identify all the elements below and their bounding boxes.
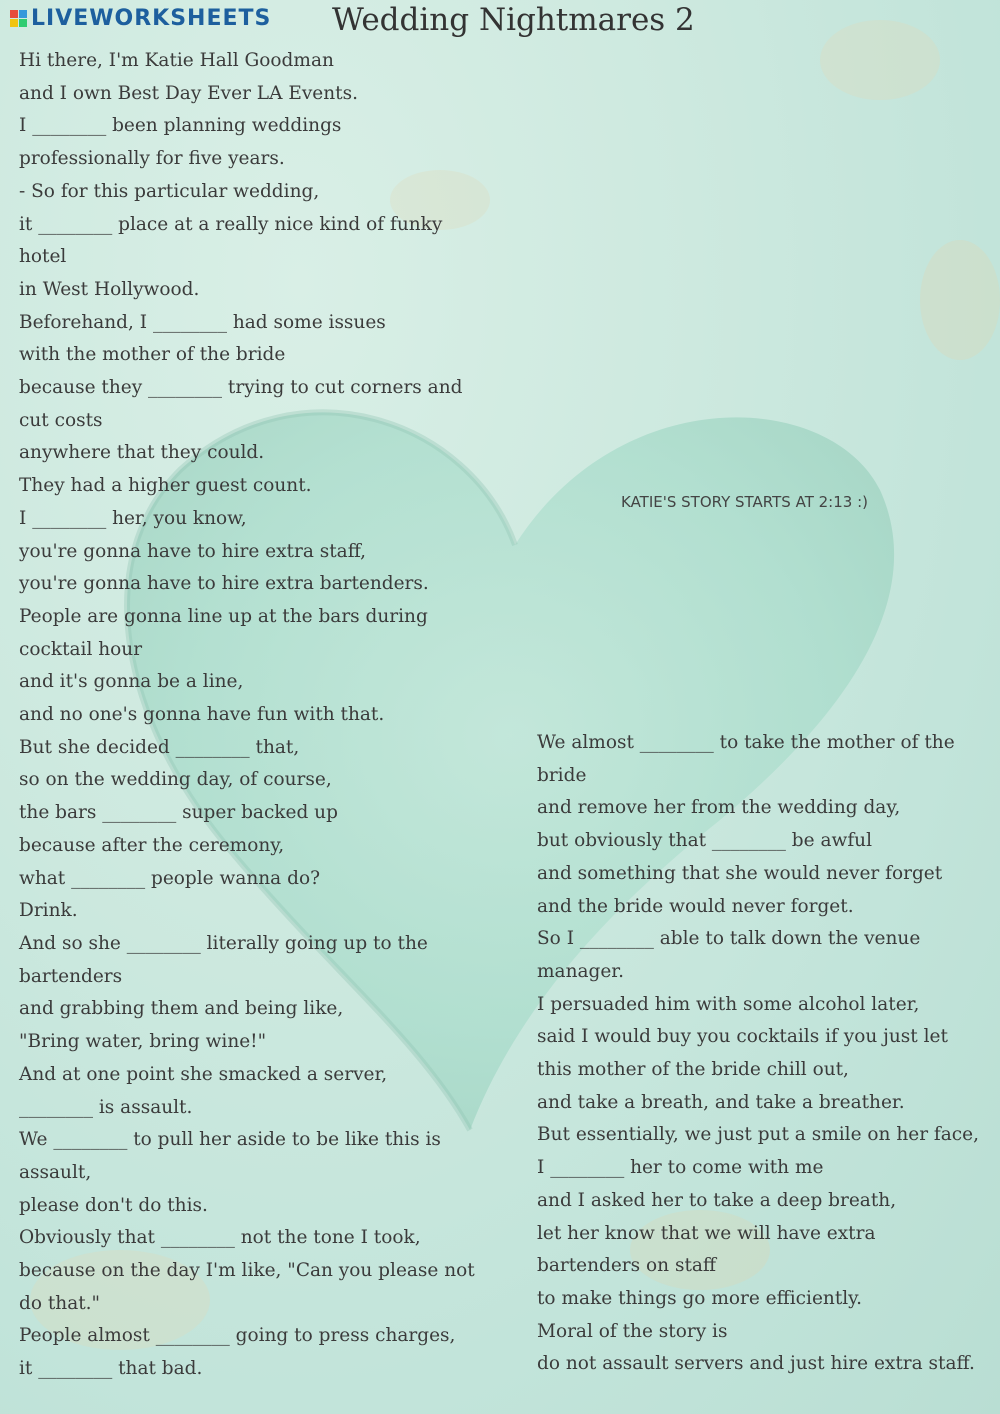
logo-blocks-icon <box>10 10 27 27</box>
text-line: and it's gonna be a line, <box>19 671 244 693</box>
text-line: But essentially, we just put a smile on her face, <box>537 1124 979 1146</box>
text-line: We ________ to pull her aside to be like this is <box>19 1129 441 1151</box>
text-line: hotel <box>19 246 67 268</box>
text-line: And at one point she smacked a server, <box>19 1063 388 1085</box>
text-line: We almost ________ to take the mother of the <box>537 732 955 753</box>
text-line: bartenders <box>19 965 123 987</box>
text-line: this mother of the bride chill out, <box>537 1059 849 1081</box>
text-line: and the bride would never forget. <box>537 895 854 917</box>
liveworksheets-logo <box>10 6 271 31</box>
story-start-note: KATIE'S STORY STARTS AT 2:13 :) <box>621 493 868 511</box>
text-line: because they ________ trying to cut corners and <box>19 377 463 399</box>
text-line: because after the ceremony, <box>19 834 285 856</box>
text-line: you're gonna have to hire extra bartenders. <box>19 573 429 595</box>
text-line: - So for this particular wedding, <box>19 180 320 202</box>
text-line: you're gonna have to hire extra staff, <box>19 540 367 562</box>
text-line: But she decided ________ that, <box>19 736 300 758</box>
text-line: manager. <box>537 960 624 982</box>
text-line: cocktail hour <box>19 638 143 660</box>
text-line: bride <box>537 764 587 786</box>
text-line: I ________ her to come with me <box>537 1157 824 1179</box>
text-line: Obviously that ________ not the tone I took, <box>19 1227 421 1249</box>
text-line: but obviously that ________ be awful <box>537 830 873 852</box>
text-line: professionally for five years. <box>19 148 285 170</box>
text-line: I ________ been planning weddings <box>19 115 342 137</box>
text-line: and something that she would never forget <box>537 862 943 884</box>
text-line: and remove her from the wedding day, <box>537 797 901 819</box>
text-line: Beforehand, I ________ had some issues <box>19 311 386 333</box>
text-line: it ________ place at a really nice kind of funky <box>19 213 443 235</box>
text-line: and I own Best Day Ever LA Events. <box>19 82 358 104</box>
text-line: so on the wedding day, of course, <box>19 769 332 791</box>
text-line: I persuaded him with some alcohol later, <box>537 993 920 1015</box>
text-line: let her know that we will have extra <box>537 1222 876 1244</box>
text-line: anywhere that they could. <box>19 442 265 464</box>
text-line: I ________ her, you know, <box>19 507 247 529</box>
text-line: cut costs <box>19 409 103 431</box>
text-line: "Bring water, bring wine!" <box>19 1031 267 1053</box>
text-line: what ________ people wanna do? <box>19 867 320 889</box>
text-line: Moral of the story is <box>537 1320 728 1342</box>
text-line: So I ________ able to talk down the venue <box>537 928 921 950</box>
text-line: said I would buy you cocktails if you just let <box>537 1026 948 1048</box>
text-line: do not assault servers and just hire extra staff. <box>537 1353 975 1375</box>
text-line: and grabbing them and being like, <box>19 998 344 1020</box>
text-line: the bars ________ super backed up <box>19 802 338 824</box>
text-line: in West Hollywood. <box>19 278 200 300</box>
page-title: Wedding Nightmares 2 <box>332 2 695 38</box>
text-line: assault, <box>19 1161 92 1183</box>
text-line: bartenders on staff <box>537 1255 717 1277</box>
text-line: do that." <box>19 1292 101 1314</box>
left-text-column <box>19 45 475 1386</box>
text-line: Drink. <box>19 900 78 922</box>
text-line: and I asked her to take a deep breath, <box>537 1189 897 1211</box>
text-line: People are gonna line up at the bars during <box>19 605 428 627</box>
right-text-column <box>537 727 979 1381</box>
text-line: to make things go more efficiently. <box>537 1287 863 1309</box>
logo-text: LIVEWORKSHEETS <box>31 6 272 31</box>
text-line: They had a higher guest count. <box>19 475 312 497</box>
text-line: Hi there, I'm Katie Hall Goodman <box>19 50 334 71</box>
text-line: And so she ________ literally going up to the <box>19 932 428 954</box>
text-line: with the mother of the bride <box>19 344 286 366</box>
text-line: because on the day I'm like, "Can you please not <box>19 1260 475 1282</box>
text-line: please don't do this. <box>19 1194 208 1216</box>
text-line: it ________ that bad. <box>19 1358 203 1380</box>
text-line: and no one's gonna have fun with that. <box>19 704 385 726</box>
text-line: ________ is assault. <box>19 1096 193 1118</box>
text-line: and take a breath, and take a breather. <box>537 1091 905 1113</box>
text-line: People almost ________ going to press charges, <box>19 1325 456 1347</box>
